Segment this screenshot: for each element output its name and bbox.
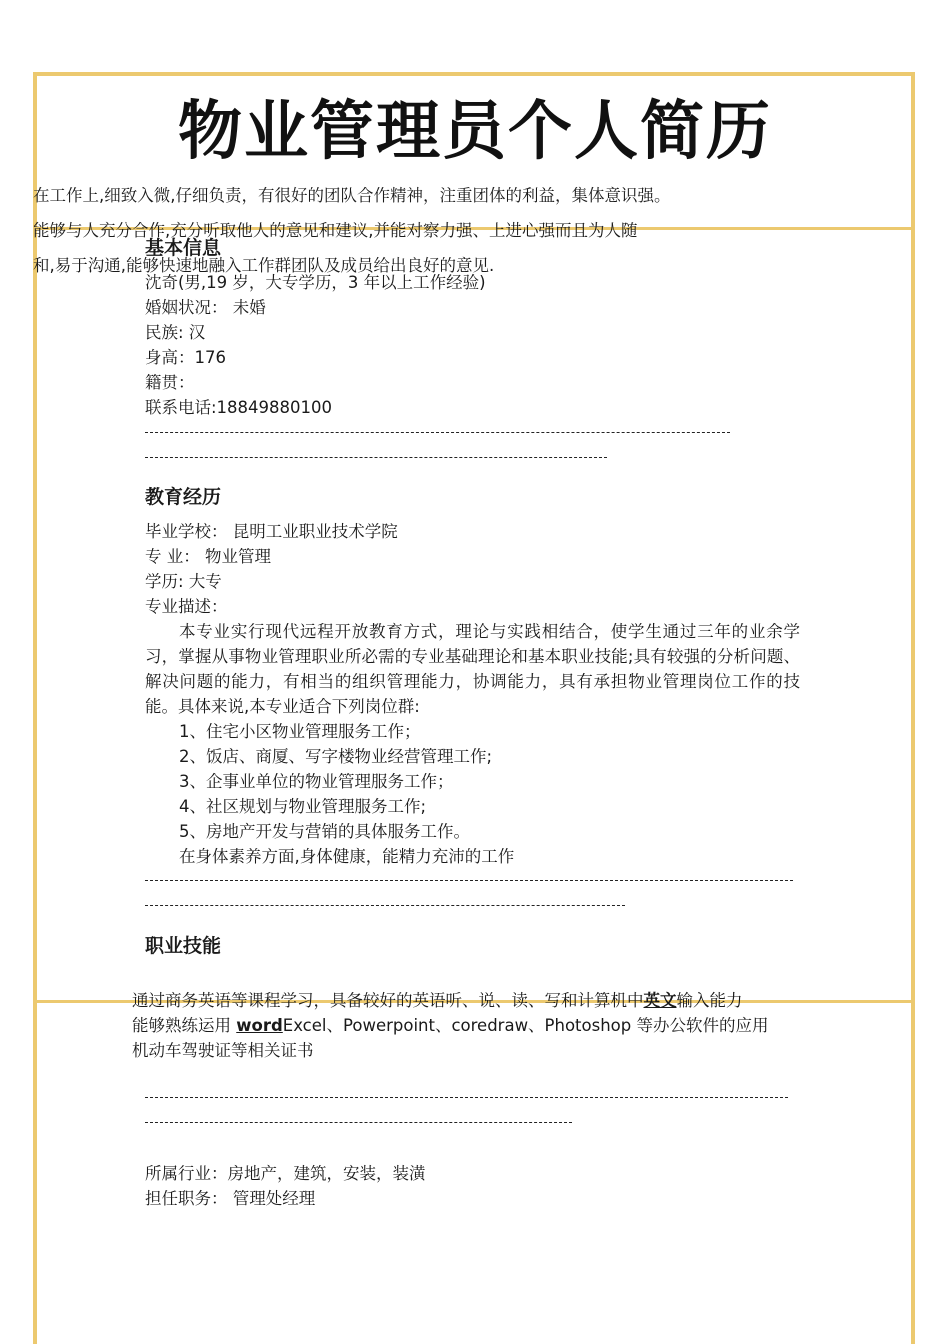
basic-line-native: 籍贯： xyxy=(145,373,195,392)
skills-line-2-a: 能够熟练运用 xyxy=(132,1016,237,1035)
edu-item-3: 3、企事业单位的物业管理服务工作； xyxy=(179,772,454,791)
edu-item-5: 5、房地产开发与营销的具体服务工作。 xyxy=(179,822,470,841)
edu-item-4: 4、社区规划与物业管理服务工作; xyxy=(179,797,427,816)
skills-line-2 xyxy=(132,1013,769,1038)
frame-top xyxy=(33,72,915,76)
separator-3b xyxy=(145,1122,572,1123)
edu-item-1: 1、住宅小区物业管理服务工作； xyxy=(179,722,421,741)
skills-line-1-c: 输入能力 xyxy=(676,991,743,1010)
separator-3a xyxy=(145,1097,788,1098)
edu-description: 本专业实行现代远程开放教育方式，理论与实践相结合，使学生通过三年的业余学习，掌握从事物业管理职业所必需的专业基础理论和基本职业技能;具有较强的分析问题、解决问题的能力，有相当的组织管理能力，协调能力，具有承担物业管理岗位工作的技能。具体来说,本专业适合下列岗位群: xyxy=(145,622,800,716)
intro-line-2: 能够与人充分合作,充分听取他人的意见和建议,并能对察力强、上进心强而且为人随 xyxy=(33,221,638,240)
edu-major: 专 业： 物业管理 xyxy=(145,547,271,566)
basic-line-height: 身高：176 xyxy=(145,348,226,367)
separator-2a xyxy=(145,880,793,881)
other-position: 担任职务： 管理处经理 xyxy=(145,1189,316,1208)
intro-line-3: 和,易于沟通,能够快速地融入工作群团队及成员给出良好的意见. xyxy=(33,256,495,275)
basic-line-phone: 联系电话:18849880100 xyxy=(145,398,333,417)
intro-line-1: 在工作上,细致入微,仔细负责，有很好的团队合作精神，注重团体的利益，集体意识强。 xyxy=(33,186,671,205)
basic-info-heading: 基本信息 xyxy=(145,237,222,259)
page-title: 物业管理员个人简历 xyxy=(178,95,772,169)
frame-right xyxy=(911,72,915,1344)
edu-item-2: 2、饭店、商厦、写字楼物业经营管理工作; xyxy=(179,747,493,766)
education-heading: 教育经历 xyxy=(145,486,222,508)
edu-description-label: 专业描述： xyxy=(145,597,228,616)
skills-line-2-b: word xyxy=(236,1016,283,1035)
separator-1b xyxy=(145,457,607,458)
other-industry: 所属行业：房地产，建筑，安装，装潢 xyxy=(145,1164,426,1183)
separator-1a xyxy=(145,432,730,433)
edu-school: 毕业学校： 昆明工业职业技术学院 xyxy=(145,522,398,541)
skills-heading: 职业技能 xyxy=(145,935,222,957)
skills-line-1-b: 英文 xyxy=(643,991,677,1010)
basic-line-name: 沈奇(男,19 岁，大专学历，3 年以上工作经验) xyxy=(145,273,486,292)
basic-line-marital: 婚姻状况： 未婚 xyxy=(145,298,266,317)
basic-line-ethnicity: 民族: 汉 xyxy=(145,323,206,342)
edu-item-6: 在身体素养方面,身体健康，能精力充沛的工作 xyxy=(179,847,515,866)
skills-line-1 xyxy=(132,988,743,1013)
skills-line-2-c: Excel、Powerpoint、coredraw、Photoshop 等办公软件的应用 xyxy=(282,1016,769,1035)
edu-degree: 学历: 大专 xyxy=(145,572,222,591)
separator-2b xyxy=(145,905,625,906)
skills-line-1-a: 通过商务英语等课程学习，具备较好的英语听、说、读、写和计算机中 xyxy=(132,991,644,1010)
skills-line-3: 机动车驾驶证等相关证书 xyxy=(132,1041,314,1060)
